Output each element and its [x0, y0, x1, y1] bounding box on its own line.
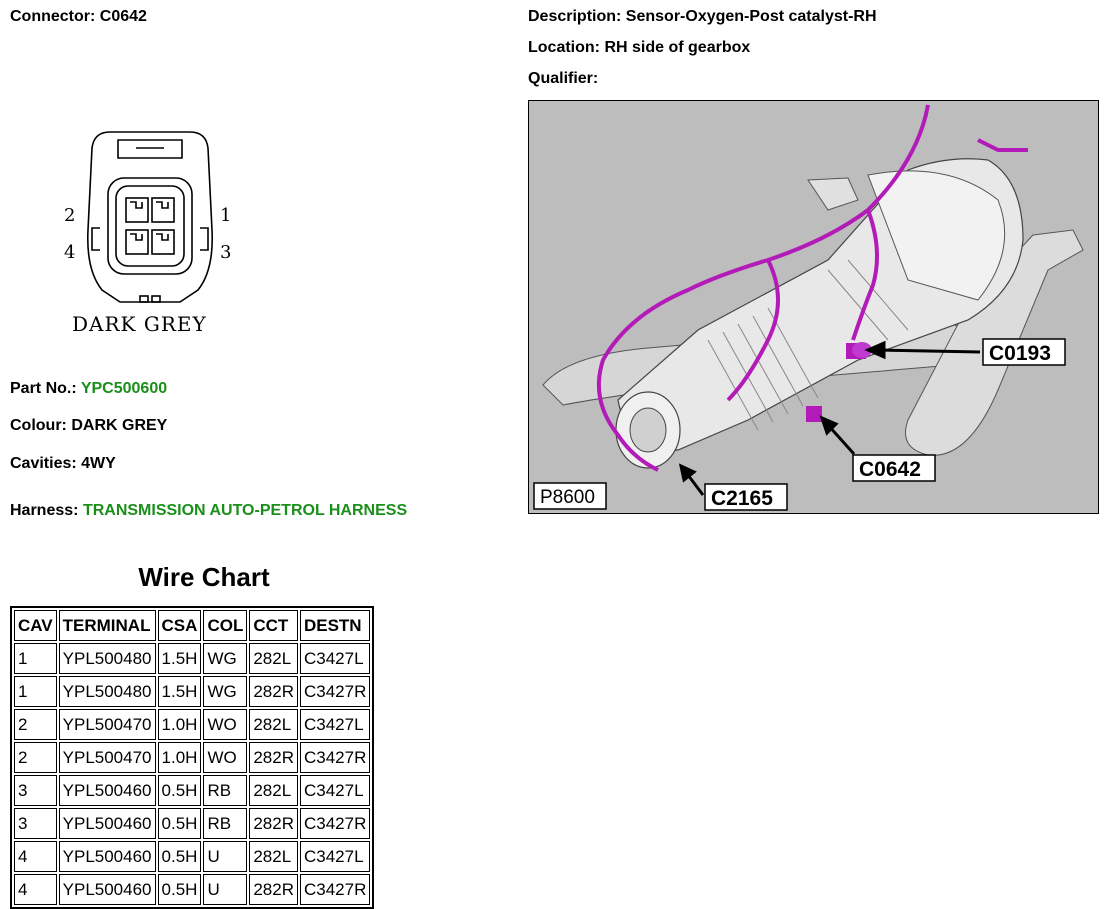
table-cell-destn: C3427L [300, 643, 370, 674]
table-cell-cct: 282L [249, 841, 298, 872]
harness-label: Harness: [10, 502, 79, 519]
part-no-label: Part No.: [10, 380, 77, 397]
table-cell-cav: 1 [14, 676, 57, 707]
table-cell-csa: 1.5H [158, 643, 202, 674]
table-row [14, 709, 370, 740]
wire-chart-title: Wire Chart [138, 562, 270, 592]
table-cell-terminal: YPL500470 [59, 742, 156, 773]
table-row [14, 808, 370, 839]
table-cell-col: WO [203, 742, 247, 773]
table-cell-cav: 3 [14, 808, 57, 839]
callout-c2165: C2165 [711, 487, 773, 510]
table-row [14, 841, 370, 872]
table-cell-cct: 282R [249, 808, 298, 839]
table-row [14, 643, 370, 674]
cavities-line [10, 455, 116, 473]
photo-id-label: P8600 [540, 487, 595, 508]
description-label: Description: [528, 8, 622, 25]
wire-chart-header-cav: CAV [14, 610, 57, 641]
table-cell-destn: C3427R [300, 676, 370, 707]
table-cell-destn: C3427L [300, 775, 370, 806]
table-cell-col: WO [203, 709, 247, 740]
pin-label-3: 3 [220, 242, 232, 263]
table-cell-col: RB [203, 775, 247, 806]
connector-value: C0642 [99, 8, 147, 25]
cavities-value: 4WY [81, 455, 116, 472]
table-cell-csa: 1.0H [158, 742, 202, 773]
table-row [14, 742, 370, 773]
table-cell-cav: 4 [14, 841, 57, 872]
location-photo [528, 100, 1099, 514]
table-cell-cct: 282R [249, 874, 298, 905]
diagram-caption: DARK GREY [72, 312, 207, 336]
wire-chart-header-col: COL [203, 610, 247, 641]
location-value: RH side of gearbox [604, 39, 751, 56]
table-row [14, 874, 370, 905]
table-cell-terminal: YPL500480 [59, 643, 156, 674]
table-cell-cct: 282R [249, 742, 298, 773]
table-cell-destn: C3427R [300, 742, 370, 773]
harness-line [10, 502, 407, 520]
table-cell-col: U [203, 874, 247, 905]
harness-link[interactable]: TRANSMISSION AUTO-PETROL HARNESS [82, 502, 408, 519]
wire-chart-header-csa: CSA [158, 610, 202, 641]
table-cell-csa: 0.5H [158, 808, 202, 839]
table-cell-cav: 2 [14, 742, 57, 773]
pin-label-4: 4 [64, 242, 76, 263]
wire-chart-header-destn: DESTN [300, 610, 370, 641]
location-line [528, 39, 750, 57]
description-value: Sensor-Oxygen-Post catalyst-RH [625, 8, 877, 25]
pin-label-2: 2 [64, 205, 76, 226]
table-cell-cct: 282L [249, 775, 298, 806]
table-cell-col: WG [203, 643, 247, 674]
table-cell-csa: 0.5H [158, 874, 202, 905]
table-cell-cct: 282L [249, 643, 298, 674]
table-cell-cav: 2 [14, 709, 57, 740]
wire-chart-header-cct: CCT [249, 610, 298, 641]
table-cell-col: RB [203, 808, 247, 839]
table-cell-destn: C3427R [300, 874, 370, 905]
qualifier-line [528, 70, 598, 88]
table-cell-destn: C3427R [300, 808, 370, 839]
table-row [14, 676, 370, 707]
table-cell-destn: C3427L [300, 709, 370, 740]
table-cell-cct: 282L [249, 709, 298, 740]
table-cell-terminal: YPL500470 [59, 709, 156, 740]
wire-chart-header-terminal: TERMINAL [59, 610, 156, 641]
callout-c0642: C0642 [859, 458, 921, 481]
table-cell-terminal: YPL500460 [59, 808, 156, 839]
description-line [528, 8, 877, 26]
table-cell-csa: 0.5H [158, 841, 202, 872]
table-cell-col: WG [203, 676, 247, 707]
colour-label: Colour: [10, 417, 67, 434]
connector-label: Connector: [10, 8, 96, 25]
connector-line [10, 8, 147, 26]
table-cell-csa: 1.5H [158, 676, 202, 707]
cavities-label: Cavities: [10, 455, 77, 472]
table-cell-terminal: YPL500460 [59, 841, 156, 872]
wire-chart-header-row [14, 610, 370, 641]
table-cell-cav: 4 [14, 874, 57, 905]
colour-line [10, 417, 167, 435]
table-cell-terminal: YPL500480 [59, 676, 156, 707]
table-row [14, 775, 370, 806]
table-cell-terminal: YPL500460 [59, 775, 156, 806]
pin-label-1: 1 [220, 205, 232, 226]
table-cell-terminal: YPL500460 [59, 874, 156, 905]
wire-chart-table [10, 606, 374, 909]
table-cell-cav: 3 [14, 775, 57, 806]
table-cell-cct: 282R [249, 676, 298, 707]
location-label: Location: [528, 39, 600, 56]
table-cell-csa: 0.5H [158, 775, 202, 806]
part-no-line [10, 380, 167, 398]
callout-c0193: C0193 [989, 342, 1051, 365]
part-no-link[interactable]: YPC500600 [80, 380, 168, 397]
table-cell-destn: C3427L [300, 841, 370, 872]
table-cell-col: U [203, 841, 247, 872]
table-cell-csa: 1.0H [158, 709, 202, 740]
colour-value: DARK GREY [71, 417, 168, 434]
qualifier-label: Qualifier: [528, 70, 599, 87]
table-cell-cav: 1 [14, 643, 57, 674]
